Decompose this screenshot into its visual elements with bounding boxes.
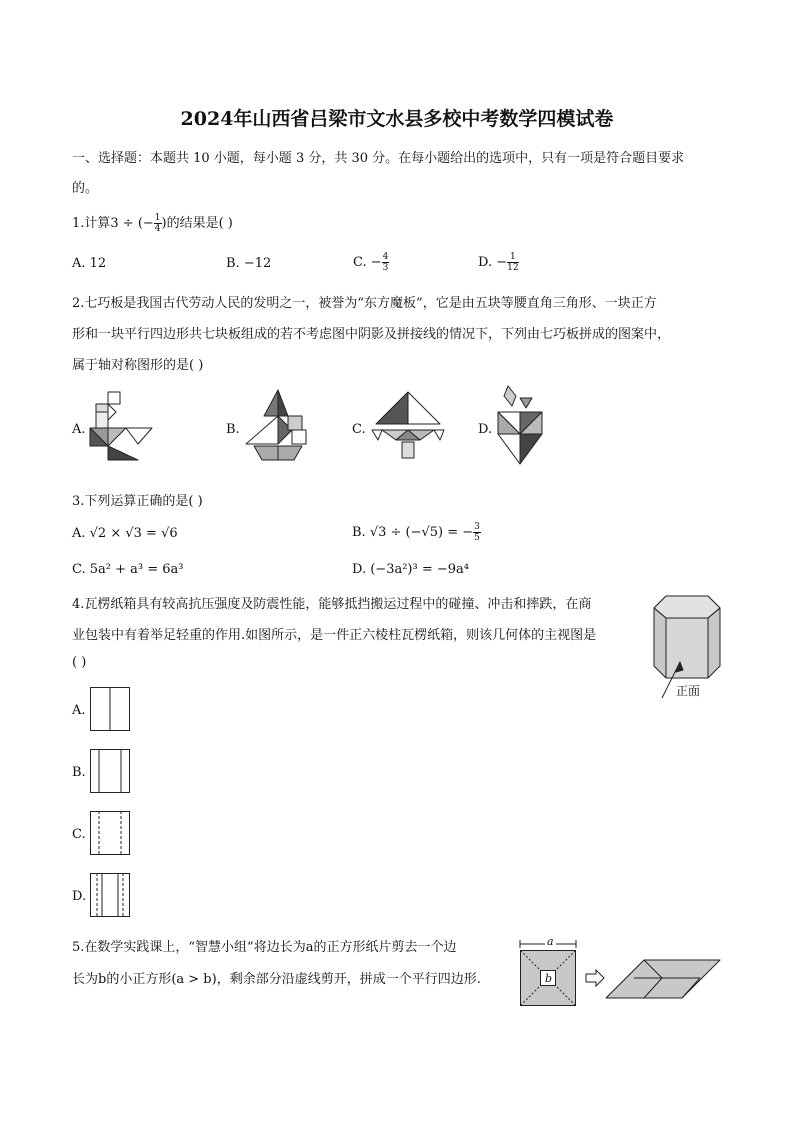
q3-option-d: D. (−3a²)³ = −9a⁴ — [352, 562, 469, 577]
q2-line3: 属于轴对称图形的是( ) — [72, 358, 204, 373]
question-1-stem — [72, 212, 233, 234]
q4-option-a-label: A. — [72, 703, 86, 718]
tangram-swan-figure — [86, 390, 156, 465]
q1-option-c-num: 4 — [382, 252, 389, 262]
section-heading-line1: 一、选择题：本题共 10 小题，每小题 3 分，共 30 分。在每小题给出的选项中，只有一项是符合题目要求 — [72, 151, 685, 166]
q2-option-a-label: A. — [72, 422, 86, 437]
q1-option-d-label: D. − — [478, 255, 508, 270]
q4-option-c-label: C. — [72, 827, 86, 842]
q4-option-d-label: D. — [72, 889, 87, 904]
q2-option-d-label: D. — [478, 422, 493, 437]
q3-option-b-prefix: B. √3 ÷ (−√5) = − — [352, 525, 474, 540]
q1-option-c-label: C. − — [353, 255, 382, 270]
q1-suffix: )的结果是( ) — [161, 216, 233, 231]
q1-option-a: A. 12 — [72, 256, 107, 271]
q5-line2: 长为b的小正方形(a > b)，剩余部分沿虚线剪开，拼成一个平行四边形. — [72, 972, 481, 987]
q3-option-b-den: 5 — [474, 533, 480, 543]
q3-option-b-num: 3 — [474, 522, 480, 532]
q1-fraction — [154, 213, 162, 234]
q1-frac-num: 1 — [154, 213, 161, 223]
page-title: 2024年山西省吕梁市文水县多校中考数学四模试卷 — [180, 108, 614, 130]
tangram-figure-d — [494, 384, 554, 468]
q4-option-c-figure — [90, 811, 130, 855]
q4-option-b-label: B. — [72, 765, 86, 780]
q1-option-c-den: 3 — [382, 263, 389, 273]
parallelogram-figure — [604, 956, 724, 1002]
q4-line1: 4.瓦楞纸箱具有较高抗压强度及防震性能，能够抵挡搬运过程中的碰撞、冲击和摔跌，在商 — [72, 597, 592, 612]
q3-option-c: C. 5a² + a³ = 6a³ — [72, 562, 184, 577]
q1-option-d — [478, 252, 519, 273]
q4-line2: 业包装中有着举足轻重的作用.如图所示，是一件正六棱柱瓦楞纸箱，则该几何体的主视图是 — [72, 628, 597, 643]
q1-option-d-frac — [507, 252, 518, 273]
tangram-boat-figure — [242, 386, 312, 466]
q3-option-a: A. √2 × √3 = √6 — [72, 526, 178, 541]
q2-option-b-label: B. — [226, 422, 240, 437]
q2-option-c-label: C. — [352, 422, 366, 437]
q3-option-b — [352, 522, 481, 543]
q1-frac-den: 4 — [154, 224, 161, 234]
q1-option-c — [353, 252, 389, 273]
q3-option-b-frac — [473, 522, 481, 543]
tangram-tree-figure — [368, 388, 448, 466]
q4-line3: ( ) — [72, 655, 87, 670]
q1-option-b: B. −12 — [226, 256, 272, 271]
q1-prefix: 1.计算3 ÷ (− — [72, 216, 154, 231]
q4-option-b-figure — [90, 749, 130, 793]
q2-line1: 2.七巧板是我国古代劳动人民的发明之一，被誉为“东方魔板”，它是由五块等腰直角三角形、一块正方 — [72, 296, 657, 311]
side-length-b-label: b — [545, 972, 553, 985]
q5-line1: 5.在数学实践课上，“智慧小组”将边长为a的正方形纸片剪去一个边 — [72, 940, 457, 955]
q2-line2: 形和一块平行四边形共七块板组成的若不考虑图中阴影及拼接线的情况下，下列由七巧板拼成的图案中， — [72, 327, 671, 342]
section-heading-line2: 的。 — [72, 181, 99, 196]
q1-option-c-frac — [382, 252, 390, 273]
q1-option-d-den: 12 — [507, 263, 519, 273]
front-label: 正面 — [676, 684, 701, 698]
side-length-a-label: a — [547, 935, 554, 948]
q4-option-d-figure — [90, 873, 130, 917]
q1-option-d-num: 1 — [507, 252, 518, 263]
q4-option-a-figure — [90, 687, 130, 731]
q3-stem: 3.下列运算正确的是( ) — [72, 494, 203, 509]
